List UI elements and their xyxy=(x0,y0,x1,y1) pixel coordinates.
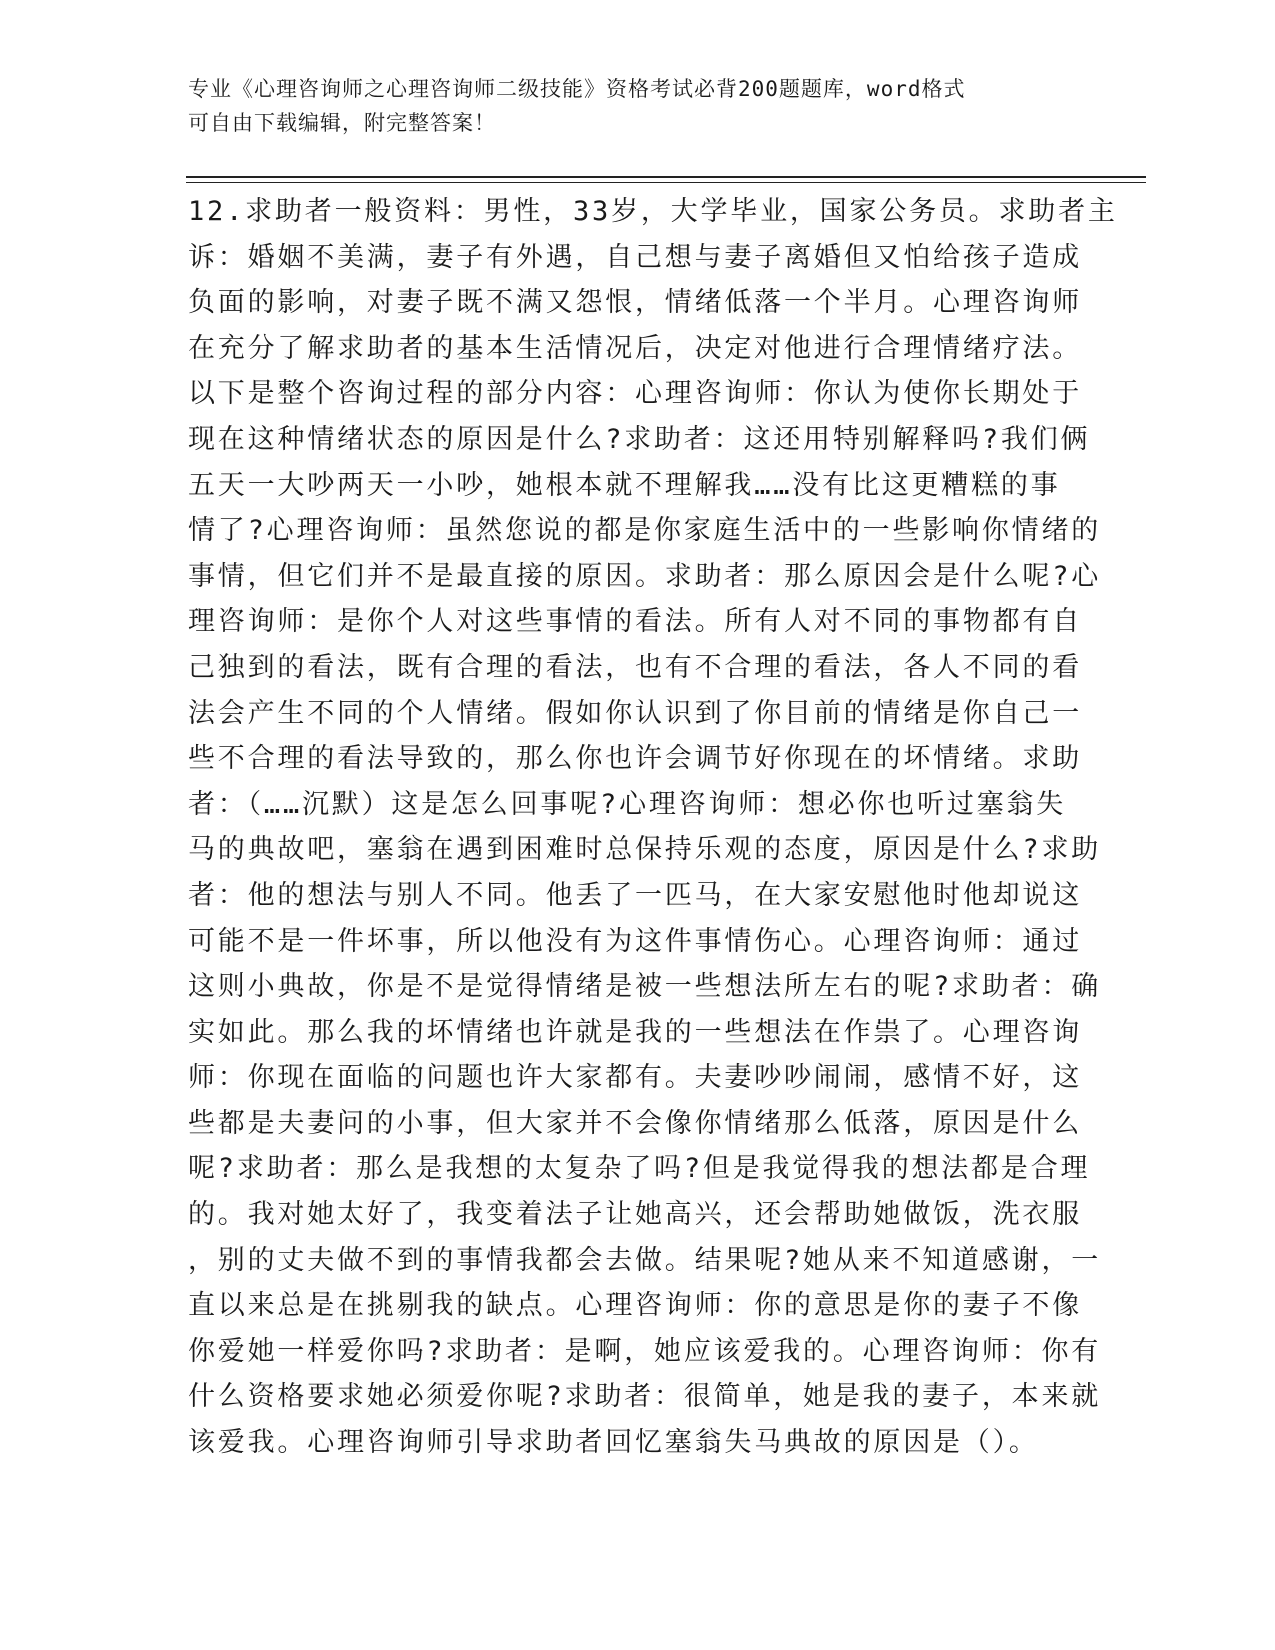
question-line: 呢?求助者：那么是我想的太复杂了吗?但是我觉得我的想法都是合理 xyxy=(188,1153,1091,1185)
header-line-1: 专业《心理咨询师之心理咨询师二级技能》资格考试必背200题题库，word格式 xyxy=(188,77,966,101)
question-line: 直以来总是在挑剔我的缺点。心理咨询师：你的意思是你的妻子不像 xyxy=(188,1290,1082,1322)
question-line: 者：他的想法与别人不同。他丢了一匹马，在大家安慰他时他却说这 xyxy=(188,879,1082,911)
question-line: 这则小典故，你是不是觉得情绪是被一些想法所左右的呢?求助者：确 xyxy=(188,971,1102,1003)
question-line: 以下是整个咨询过程的部分内容：心理咨询师：你认为使你长期处于 xyxy=(188,378,1082,410)
question-line: 负面的影响，对妻子既不满又怨恨，情绪低落一个半月。心理咨询师 xyxy=(188,287,1082,319)
question-line: 可能不是一件坏事，所以他没有为这件事情伤心。心理咨询师：通过 xyxy=(188,925,1082,957)
question-line: ，别的丈夫做不到的事情我都会去做。结果呢?她从来不知道感谢，一 xyxy=(188,1244,1102,1276)
question-line: 些不合理的看法导致的，那么你也许会调节好你现在的坏情绪。求助 xyxy=(188,743,1082,775)
question-line: 理咨询师：是你个人对这些事情的看法。所有人对不同的事物都有自 xyxy=(188,606,1082,638)
question-line: 什么资格要求她必须爱你呢?求助者：很简单，她是我的妻子，本来就 xyxy=(188,1381,1102,1413)
question-line: 五天一大吵两天一小吵，她根本就不理解我……没有比这更糟糕的事 xyxy=(188,469,1061,501)
question-line: 的。我对她太好了，我变着法子让她高兴，还会帮助她做饭，洗衣服 xyxy=(188,1199,1082,1231)
question-line: 者：（……沉默）这是怎么回事呢?心理咨询师：想必你也听过塞翁失 xyxy=(188,788,1067,820)
question-body xyxy=(188,189,1118,1466)
document-header xyxy=(188,72,1068,140)
question-line: 马的典故吧，塞翁在遇到困难时总保持乐观的态度，原因是什么?求助 xyxy=(188,834,1102,866)
question-line: 在充分了解求助者的基本生活情况后，决定对他进行合理情绪疗法。 xyxy=(188,332,1082,364)
question-line: 己独到的看法，既有合理的看法，也有不合理的看法，各人不同的看 xyxy=(188,651,1082,683)
question-line: 12.求助者一般资料：男性，33岁，大学毕业，国家公务员。求助者主 xyxy=(188,196,1118,227)
question-line: 该爱我。心理咨询师引导求助者回忆塞翁失马典故的原因是（）。 xyxy=(188,1427,1039,1459)
question-line: 诉：婚姻不美满，妻子有外遇，自己想与妻子离婚但又怕给孩子造成 xyxy=(188,241,1082,273)
question-line: 实如此。那么我的坏情绪也许就是我的一些想法在作祟了。心理咨询 xyxy=(188,1016,1082,1048)
header-divider-thick xyxy=(186,176,1146,178)
question-line: 现在这种情绪状态的原因是什么?求助者：这还用特别解释吗?我们俩 xyxy=(188,423,1091,455)
question-line: 师：你现在面临的问题也许大家都有。夫妻吵吵闹闹，感情不好，这 xyxy=(188,1062,1082,1094)
question-line: 你爱她一样爱你吗?求助者：是啊，她应该爱我的。心理咨询师：你有 xyxy=(188,1335,1102,1367)
header-divider-thin xyxy=(186,182,1146,183)
question-line: 法会产生不同的个人情绪。假如你认识到了你目前的情绪是你自己一 xyxy=(188,697,1082,729)
question-line: 事情，但它们并不是最直接的原因。求助者：那么原因会是什么呢?心 xyxy=(188,560,1102,592)
header-line-2: 可自由下载编辑，附完整答案！ xyxy=(188,111,496,135)
question-line: 些都是夫妻问的小事，但大家并不会像你情绪那么低落，原因是什么 xyxy=(188,1107,1082,1139)
question-line: 情了?心理咨询师：虽然您说的都是你家庭生活中的一些影响你情绪的 xyxy=(188,515,1102,547)
